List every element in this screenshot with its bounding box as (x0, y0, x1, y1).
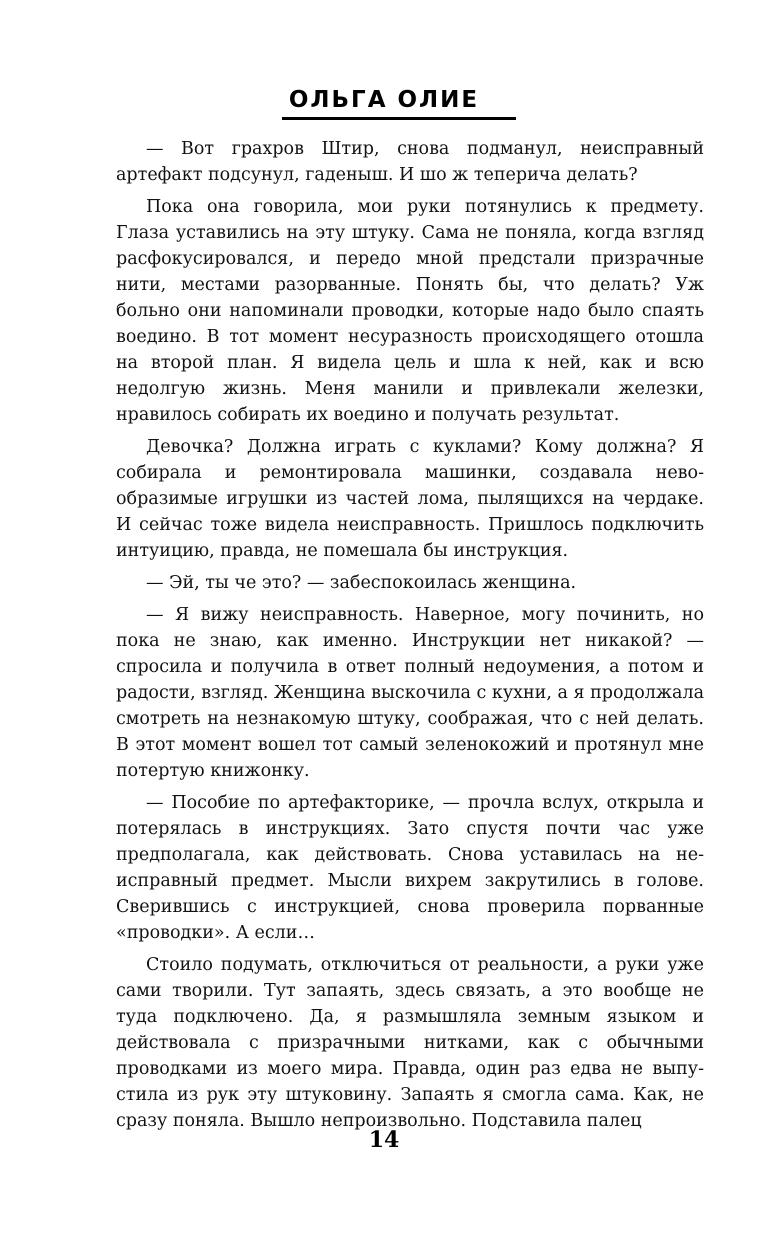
paragraph: — Вот грахров Штир, снова подманул, неисправный артефакт подсунул, гаденыш. И шо ж теперича делать? (116, 139, 704, 185)
text-body (116, 136, 704, 1140)
page-number: 14 (368, 1127, 400, 1153)
paragraph: Пока она говорила, мои руки потянулись к предмету. Глаза уставились на эту штуку. Сама не поняла, когда взгляд расфокусировался, и передо мной предстали призрачные нити, местами разорванные. Понять бы, что делать? Уж больно они напоминали проводки, которые надо было спаять воедино. В тот момент несуразность происходящего отошла на второй план. Я видела цель и шла к ней, как и всю недолгую жизнь. Меня манили и привлекали железки, нравилось собирать их воедино и получать результат. (116, 197, 704, 425)
paragraph: Стоило подумать, отключиться от реальности, а руки уже сами творили. Тут запаять, здесь связать, а это вообще не туда подключено. Да, я размышляла земным языком и действовала с призрачными нитками, как с обычными проводками из моего мира. Правда, один раз едва не выпустила из рук эту штуковину. Запаять я смогла сама. Как, не сразу поняла. Вышло непроизвольно. Подставила палец (116, 955, 704, 1131)
paragraph: — Пособие по артефакторике, — прочла вслух, открыла и потерялась в инструкциях. Зато спустя почти час уже предполагала, как действовать. Снова уставилась на неисправный предмет. Мысли вихрем закрутились в голове. Сверившись с инструкцией, снова проверила порванные «проводки». А если… (116, 793, 704, 943)
paragraph: — Эй, ты че это? — забеспокоилась женщина. (146, 573, 577, 593)
paragraph: — Я вижу неисправность. Наверное, могу починить, но пока не знаю, как именно. Инструкции нет никакой? — спросила и получила в ответ полный недоумения, а потом и радости, взгляд. Женщина выскочила с кухни, а я продолжала смотреть на незнакомую штуку, соображая, что с ней делать. В этот момент вошел тот самый зеленокожий и протянул мне потертую книжонку. (116, 605, 704, 781)
paragraph: Девочка? Должна играть с куклами? Кому должна? Я собирала и ремонтировала машинки, создавала невообразимые игрушки из частей лома, пылящихся на чердаке. И сейчас тоже видела неисправность. Пришлось подключить интуицию, правда, не помешала бы инструкция. (116, 437, 704, 561)
running-header-author: ОЛЬГА ОЛИЕ (288, 87, 480, 113)
header-rule (282, 117, 516, 120)
